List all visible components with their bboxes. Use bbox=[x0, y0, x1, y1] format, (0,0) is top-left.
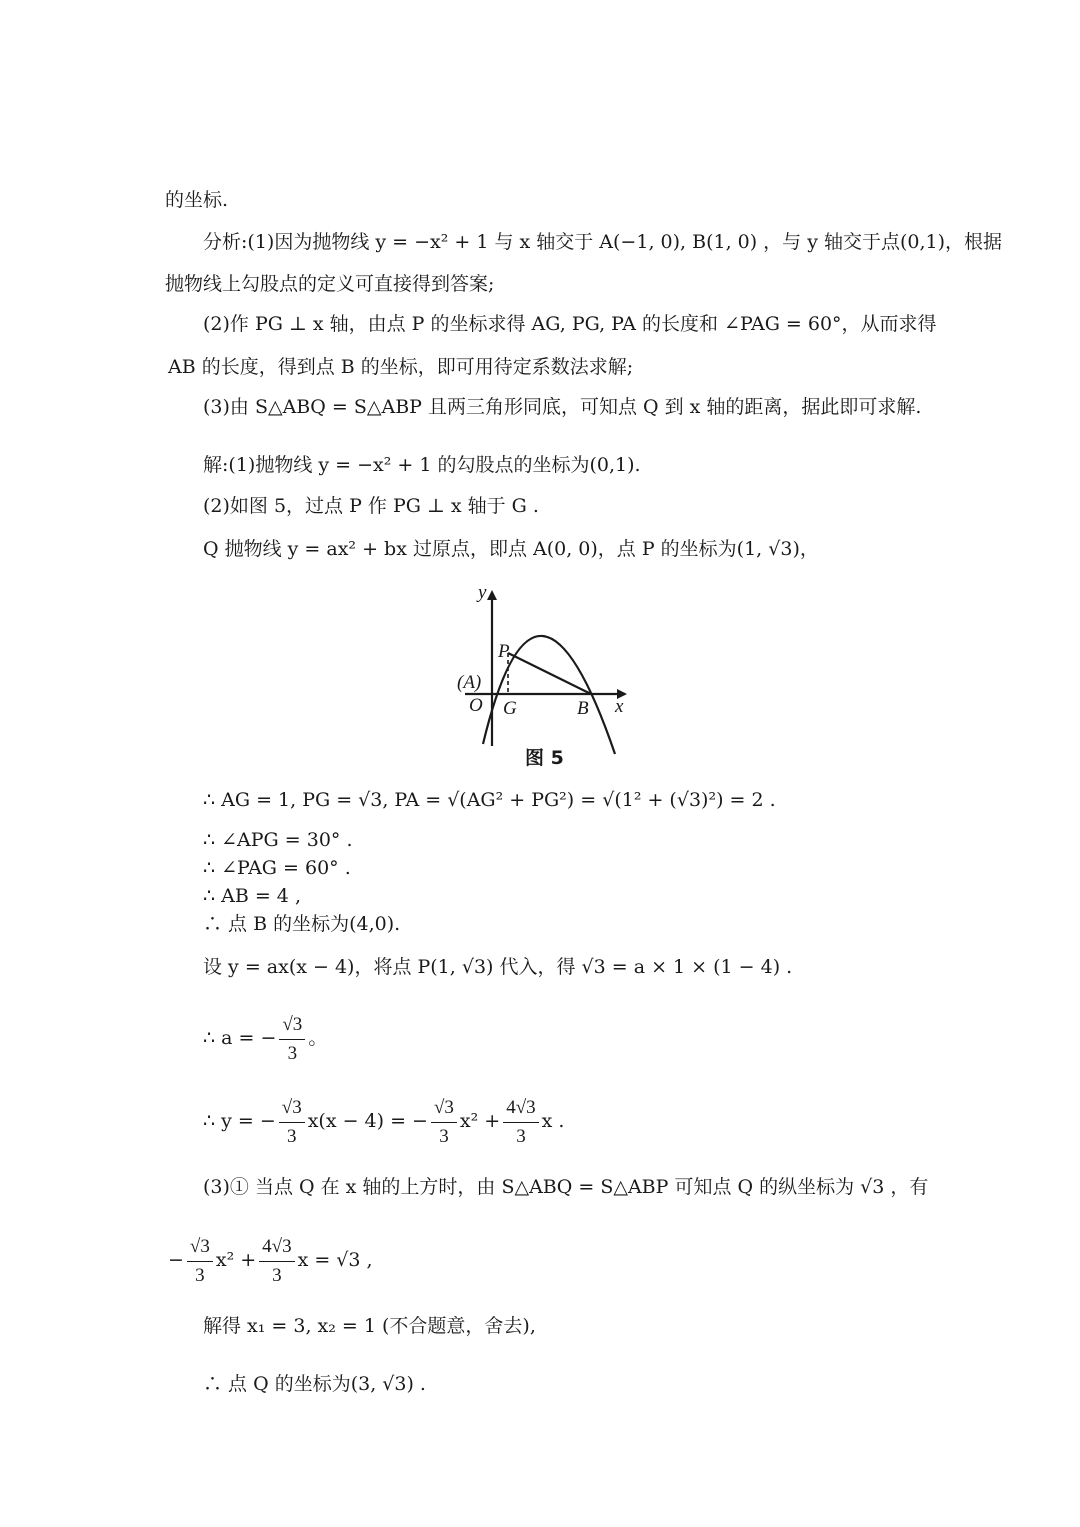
equation-y-part3: x² + bbox=[459, 1110, 501, 1132]
solution-line-2: (2)如图 5，过点 P 作 PG ⊥ x 轴于 G . bbox=[203, 495, 539, 517]
solution-line-3: Q 抛物线 y = ax² + bx 过原点，即点 A(0, 0)，点 P 的坐标为(1, √3)， bbox=[203, 538, 819, 560]
analysis-line-4: AB 的长度，得到点 B 的坐标，即可用待定系数法求解; bbox=[168, 356, 634, 378]
equation-part3-suffix: x = √3 , bbox=[297, 1249, 373, 1271]
fraction-numerator: √3 bbox=[187, 1234, 213, 1262]
fraction-numerator: √3 bbox=[279, 1095, 305, 1123]
solution-line-8: ∴ 点 B 的坐标为(4,0). bbox=[203, 913, 401, 935]
label-x: x bbox=[615, 696, 624, 717]
part3-line-solve: 解得 x₁ = 3, x₂ = 1 (不合题意，舍去), bbox=[203, 1315, 536, 1337]
part3-line-1: (3)① 当点 Q 在 x 轴的上方时，由 S△ABQ = S△ABP 可知点 Q 的纵坐标为 √3 ，有 bbox=[203, 1176, 929, 1198]
fraction-numerator: 4√3 bbox=[503, 1095, 538, 1123]
label-a: (A) bbox=[457, 672, 482, 693]
fraction-denominator: 3 bbox=[439, 1125, 449, 1147]
solution-line-9: 设 y = ax(x − 4)，将点 P(1, √3) 代入，得 √3 = a × 1 × (1 − 4) . bbox=[203, 956, 793, 978]
fraction-4sqrt3-over-3 bbox=[259, 1234, 294, 1289]
equation-part3-mid: x² + bbox=[215, 1249, 257, 1271]
equation-part3-prefix: − bbox=[168, 1249, 184, 1271]
label-y: y bbox=[478, 582, 487, 603]
solution-line-5: ∴ ∠APG = 30° . bbox=[203, 829, 353, 851]
solution-line-7: ∴ AB = 4 , bbox=[203, 885, 301, 907]
label-p: P bbox=[498, 641, 510, 662]
fraction-sqrt3-over-3 bbox=[187, 1234, 213, 1289]
analysis-line-3: (2)作 PG ⊥ x 轴，由点 P 的坐标求得 AG, PG, PA 的长度和 ∠PAG = 60°，从而求得 bbox=[203, 313, 937, 335]
fraction-sqrt3-over-3 bbox=[279, 1095, 305, 1150]
fraction-numerator: 4√3 bbox=[259, 1234, 294, 1262]
equation-a bbox=[203, 1010, 327, 1067]
solution-line-4: ∴ AG = 1, PG = √3, PA = √(AG² + PG²) = √(1² + (√3)²) = 2 . bbox=[203, 789, 776, 811]
text-line-1: 的坐标. bbox=[165, 189, 229, 211]
fraction-sqrt3-over-3 bbox=[279, 1012, 305, 1067]
fraction-numerator: √3 bbox=[431, 1095, 457, 1123]
fraction-denominator: 3 bbox=[516, 1125, 526, 1147]
fraction-4sqrt3-over-3 bbox=[503, 1095, 538, 1150]
y-axis-arrow bbox=[487, 590, 497, 600]
figure-caption: 图 5 bbox=[525, 747, 564, 769]
analysis-line-5: (3)由 S△ABQ = S△ABP 且两三角形同底，可知点 Q 到 x 轴的距离，据此即可求解. bbox=[203, 396, 922, 418]
equation-y-prefix: ∴ y = − bbox=[203, 1110, 276, 1132]
fraction-denominator: 3 bbox=[272, 1264, 282, 1286]
equation-a-prefix: ∴ a = − bbox=[203, 1027, 277, 1049]
solution-line-6: ∴ ∠PAG = 60° . bbox=[203, 857, 351, 879]
equation-y-suffix: x . bbox=[541, 1110, 565, 1132]
label-b: B bbox=[577, 698, 589, 719]
solution-line-1: 解:(1)抛物线 y = −x² + 1 的勾股点的坐标为(0,1). bbox=[203, 454, 641, 476]
label-g: G bbox=[503, 698, 517, 719]
fraction-sqrt3-over-3 bbox=[431, 1095, 457, 1150]
analysis-line-2: 抛物线上勾股点的定义可直接得到答案; bbox=[165, 273, 495, 295]
label-o: O bbox=[469, 695, 483, 716]
equation-part3 bbox=[168, 1232, 373, 1289]
analysis-line-1: 分析:(1)因为抛物线 y = −x² + 1 与 x 轴交于 A(−1, 0), B(1, 0) ，与 y 轴交于点(0,1)，根据 bbox=[203, 231, 1003, 253]
fraction-denominator: 3 bbox=[195, 1264, 205, 1286]
fraction-numerator: √3 bbox=[279, 1012, 305, 1040]
equation-a-suffix: 。 bbox=[308, 1027, 328, 1049]
equation-y-part2: x(x − 4) = − bbox=[307, 1110, 428, 1132]
fraction-denominator: 3 bbox=[287, 1125, 297, 1147]
fraction-denominator: 3 bbox=[287, 1042, 298, 1064]
equation-y bbox=[203, 1093, 564, 1150]
part3-line-result: ∴ 点 Q 的坐标为(3, √3) . bbox=[203, 1373, 426, 1395]
segment-pb bbox=[508, 653, 591, 694]
